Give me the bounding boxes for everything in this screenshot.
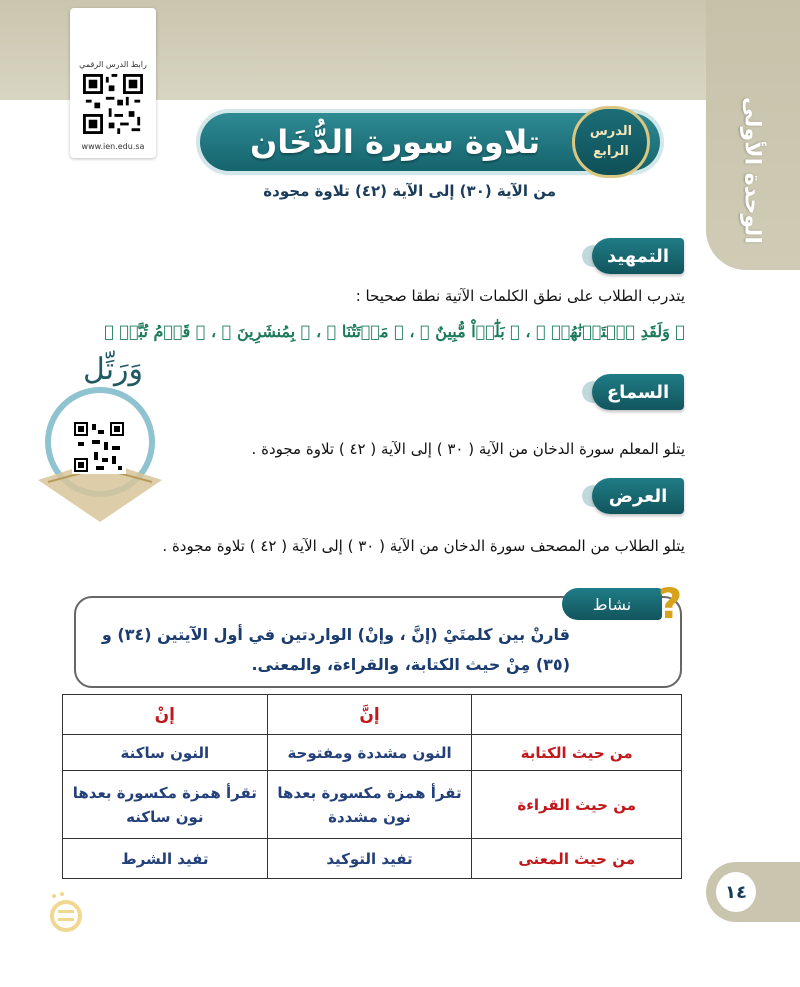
cell-in-writing: النون ساكنة [63, 735, 268, 771]
presentation-text: يتلو الطلاب من المصحف سورة الدخان من الآية ( ٣٠ ) إلى الآية ( ٤٢ ) تلاوة مجودة . [162, 537, 685, 555]
question-mark-icon [650, 580, 690, 624]
quranic-words: ﴿ وَلَقَدِ ٱخۡتَرۡنَٰهُمۡ ﴾ ، ﴿ بَلَٰٓؤٞاْ مُّبِينٌ ﴾ ، ﴿ مَوۡتَتُنَا ﴾ ، ﴿ بِمُنشَرِينَ ﴾ ، ﴿ قَوۡمُ تُبَّعٖ ﴾ [104, 322, 685, 341]
section-heading-listening: السماع [592, 374, 684, 410]
tarteel-medallion[interactable] [38, 350, 163, 530]
cell-inna-writing: النون مشددة ومفتوحة [267, 735, 472, 771]
row-label-meaning: من حيث المعنى [472, 839, 682, 879]
cell-inna-reading: تقرأ همزة مكسورة بعدها نون مشددة [267, 771, 472, 839]
cell-in-meaning: تفيد الشرط [63, 839, 268, 879]
comparison-table [62, 694, 682, 879]
intro-text: يتدرب الطلاب على نطق الكلمات الآتية نطقا صحيحا : [355, 287, 685, 305]
svg-text:?: ? [657, 580, 683, 624]
table-row [63, 735, 682, 771]
qr-url[interactable]: www.ien.edu.sa [81, 142, 145, 151]
digital-lesson-qr-card[interactable] [70, 8, 156, 158]
table-row [63, 839, 682, 879]
section-heading-intro: التمهيد [592, 238, 684, 274]
lesson-badge-ordinal: الرابع [593, 144, 629, 159]
table-row [63, 771, 682, 839]
activity-label: نشاط [562, 588, 662, 620]
row-label-reading: من حيث القراءة [472, 771, 682, 839]
qr-code-icon[interactable] [83, 74, 143, 134]
cell-in-reading: تقرأ همزة مكسورة بعدها نون ساكنه [63, 771, 268, 839]
lesson-verse-range: من الآية (٣٠) إلى الآية (٤٢) تلاوة مجودة [263, 182, 556, 200]
section-heading-presentation: العرض [592, 478, 684, 514]
cell-inna-meaning: تفيد التوكيد [267, 839, 472, 879]
listening-text: يتلو المعلم سورة الدخان من الآية ( ٣٠ ) إلى الآية ( ٤٢ ) تلاوة مجودة . [251, 440, 685, 458]
table-header-row [63, 695, 682, 735]
lesson-number-badge [572, 106, 650, 178]
brand-logo-icon [44, 888, 84, 938]
unit-title: الوحدة الأولى [739, 96, 765, 244]
lesson-title: تلاوة سورة الدُّخَان [249, 123, 541, 161]
page-number: ١٤ [716, 872, 756, 912]
tarteel-calligraphy: وَرَتِّل [82, 352, 144, 387]
qr-caption: رابط الدرس الرقمي [79, 60, 147, 69]
activity-instructions: قارنْ بين كلمتَيْ (إنَّ ، وإنْ) الواردتين في أول الآيتين (٣٤) و (٣٥) مِنْ حيث الكتابة، والقراءة، والمعنى. [101, 625, 570, 674]
table-header-in: إنْ [63, 695, 268, 735]
row-label-writing: من حيث الكتابة [472, 735, 682, 771]
table-header-inna: إنَّ [267, 695, 472, 735]
lesson-badge-label: الدرس [589, 124, 633, 139]
table-header-empty [472, 695, 682, 735]
